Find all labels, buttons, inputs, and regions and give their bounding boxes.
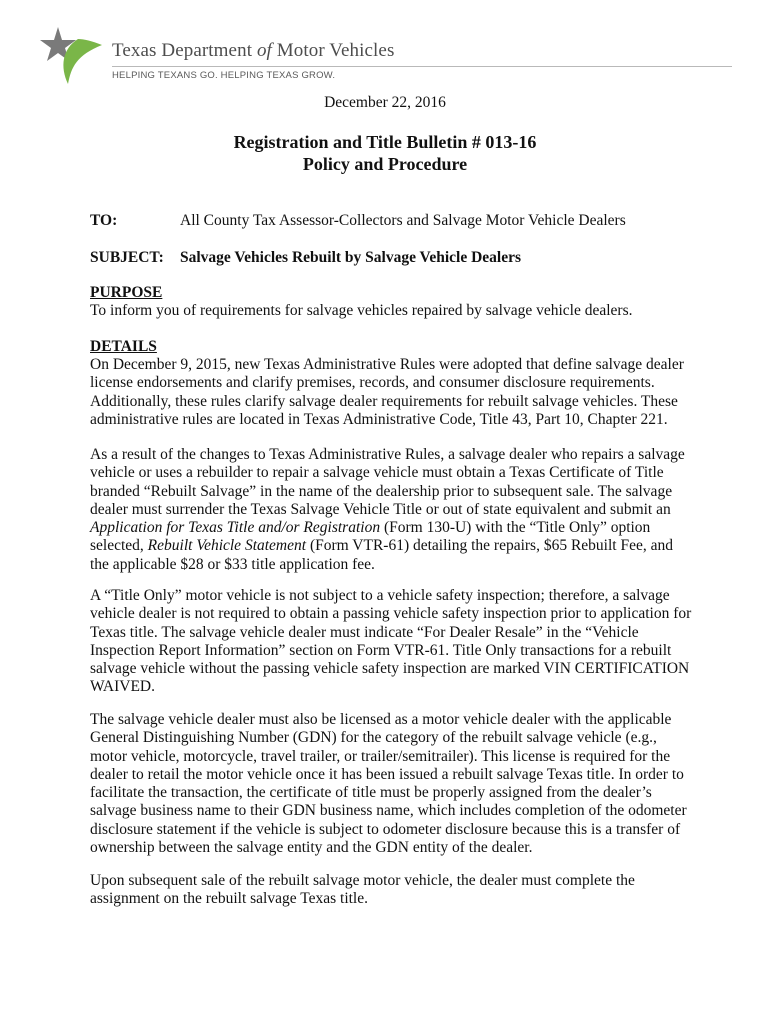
paragraph-line: As a result of the changes to Texas Administrative Rules, a salvage dealer who repairs a salvage (90, 446, 685, 463)
organization-name (112, 40, 394, 62)
subject-value: Salvage Vehicles Rebuilt by Salvage Vehicle Dealers (180, 249, 521, 266)
line-text: (Form 130-U) with the “Title Only” option (380, 519, 651, 537)
to-label: TO: (90, 212, 118, 229)
paragraph-line: Upon subsequent sale of the rebuilt salvage motor vehicle, the dealer must complete the (90, 872, 635, 889)
details-paragraph-5 (90, 872, 690, 909)
to-value: All County Tax Assessor-Collectors and Salvage Motor Vehicle Dealers (180, 212, 626, 229)
paragraph-line (90, 519, 690, 537)
paragraph-line: motor vehicle, motorcycle, travel trailer, or trailer/semitrailer). This license is required for the (90, 747, 671, 765)
paragraph-line: Additionally, these rules clarify salvage dealer requirements for rebuilt salvage vehicles. These (90, 392, 678, 410)
paragraph-line: salvage business name to their GDN business name, which includes completion of the odometer (90, 802, 687, 820)
details-paragraph-3 (90, 587, 690, 697)
letterhead (0, 0, 770, 90)
form-vtr61-title: Rebuilt Vehicle Statement (147, 537, 307, 555)
paragraph-line: ownership between the salvage entity and the GDN entity of the dealer. (90, 839, 533, 857)
details-paragraph-4 (90, 711, 690, 857)
paragraph-line: dealer to retail the motor vehicle once it has been issued a rebuilt salvage Texas title. In order to (90, 765, 684, 783)
tagline: HELPING TEXANS GO. HELPING TEXAS GROW. (112, 70, 336, 81)
paragraph-line: license endorsements and clarify premises, records, and consumer disclosure requirements. (90, 374, 655, 392)
paragraph-line: A “Title Only” motor vehicle is not subject to a vehicle safety inspection; therefore, a salvage (90, 587, 670, 604)
bulletin-date: December 22, 2016 (324, 94, 446, 111)
line-text: (Form VTR-61) detailing the repairs, $65 Rebuilt Fee, and (306, 537, 673, 555)
bulletin-title (0, 131, 770, 175)
paragraph-line: vehicle dealer is not required to obtain a passing vehicle safety inspection prior to application for (90, 605, 692, 623)
paragraph-line: General Distinguishing Number (GDN) for the category of the rebuilt salvage vehicle (e.g., (90, 729, 657, 747)
paragraph-line: disclosure statement if the vehicle is subject to odometer disclosure because this is a transfer of (90, 820, 681, 838)
paragraph-line: assignment on the rebuilt salvage Texas title. (90, 890, 368, 908)
org-name-part2: Motor Vehicles (271, 40, 395, 61)
paragraph-line: the applicable $28 or $33 title application fee. (90, 555, 375, 573)
paragraph-line: facilitate the transaction, the certificate of title must be properly assigned from the dealer’s (90, 784, 652, 802)
to-row (90, 212, 626, 230)
purpose-line: To inform you of requirements for salvage vehicles repaired by salvage vehicle dealers. (90, 302, 633, 319)
txdmv-star-swoosh-logo-icon (40, 27, 104, 85)
paragraph-line: The salvage vehicle dealer must also be licensed as a motor vehicle dealer with the applicable (90, 711, 672, 728)
title-line-1: Registration and Title Bulletin # 013-16 (233, 132, 537, 152)
org-name-part1: Texas Department (112, 40, 257, 61)
paragraph-line: Texas title. The salvage vehicle dealer must indicate “For Dealer Resale” in the “Vehicle (90, 623, 639, 641)
paragraph-line: On December 9, 2015, new Texas Administrative Rules were adopted that define salvage dealer (90, 356, 684, 373)
paragraph-line: dealer must surrender the Texas Salvage Vehicle Title or out of state equivalent and submit an (90, 500, 671, 518)
paragraph-line: WAIVED. (90, 678, 155, 696)
purpose-text (90, 302, 690, 320)
purpose-heading: PURPOSE (90, 284, 163, 301)
org-name-of: of (256, 40, 272, 61)
header-divider (112, 66, 732, 67)
details-paragraph-1 (90, 356, 690, 429)
paragraph-line: administrative rules are located in Texas Administrative Code, Title 43, Part 10, Chapter 221. (90, 410, 668, 428)
paragraph-line (90, 537, 690, 555)
paragraph-line: Inspection Report Information” section on Form VTR-61. Title Only transactions for a rebuilt (90, 641, 672, 659)
paragraph-line: vehicle or uses a rebuilder to repair a salvage vehicle must obtain a Texas Certificate of Title (90, 464, 664, 482)
subject-row (90, 249, 521, 267)
paragraph-line: branded “Rebuilt Salvage” in the name of the dealership prior to subsequent sale. The salvage (90, 482, 673, 500)
paragraph-line: salvage vehicle without the passing vehicle safety inspection are marked VIN CERTIFICATION (90, 660, 690, 678)
details-paragraph-2 (90, 446, 690, 574)
subject-label: SUBJECT: (90, 249, 164, 266)
details-heading: DETAILS (90, 338, 157, 355)
form-130u-title: Application for Texas Title and/or Registration (90, 519, 381, 537)
line-text: selected, (90, 537, 148, 555)
title-line-2: Policy and Procedure (302, 154, 468, 174)
